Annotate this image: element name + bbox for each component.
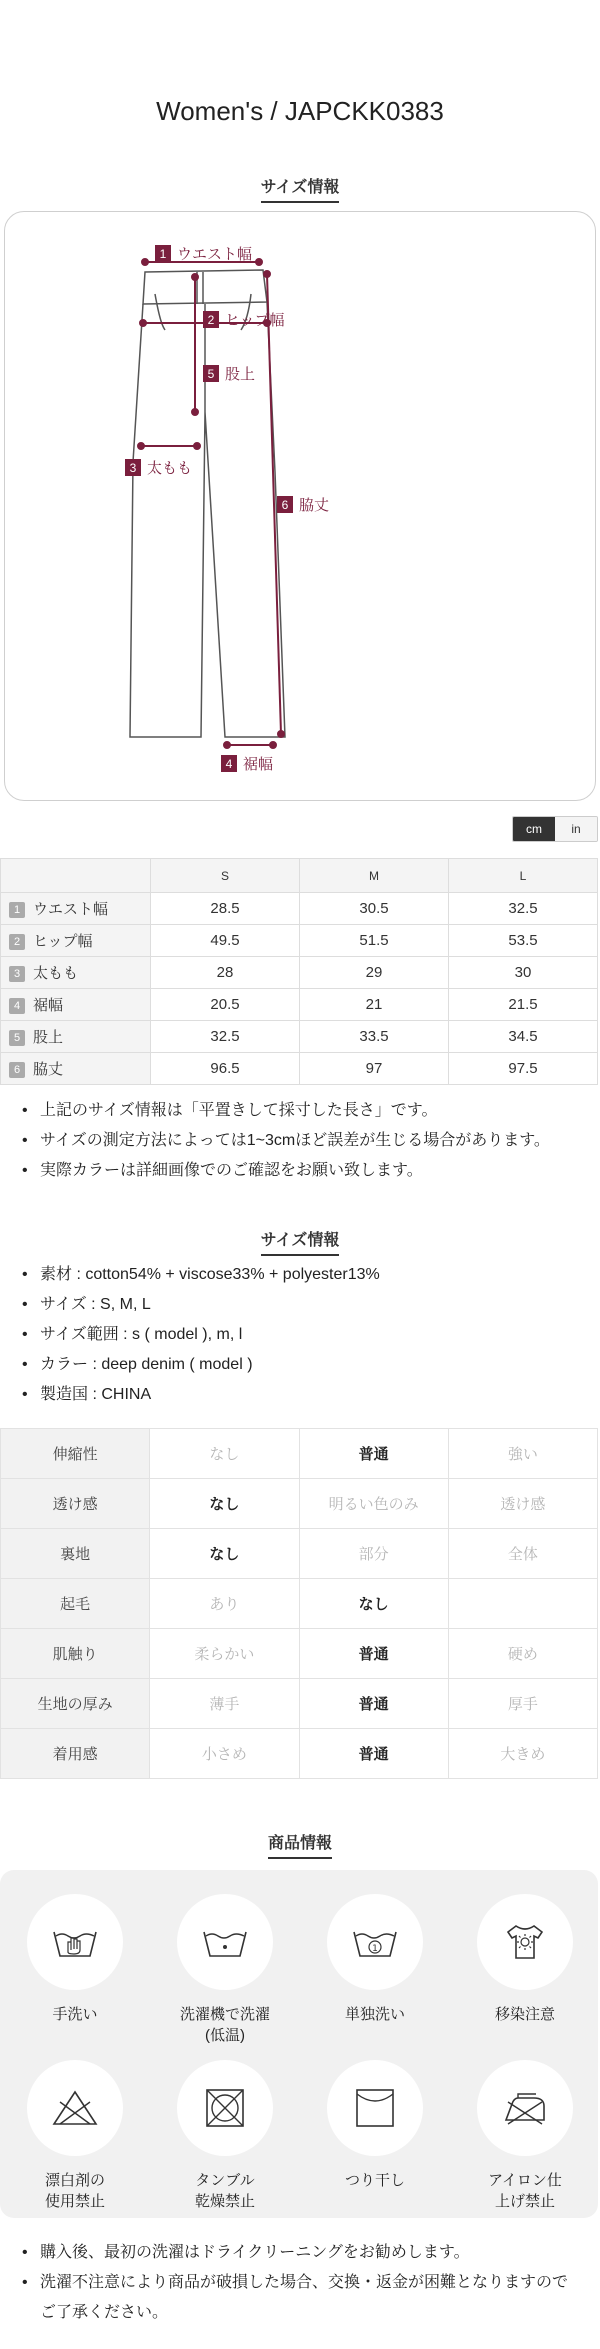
feature-row bbox=[1, 1629, 598, 1679]
product-info-heading-text: 商品情報 bbox=[268, 1830, 332, 1859]
table-cell: 32.5 bbox=[449, 893, 598, 925]
feature-option: なし bbox=[299, 1579, 448, 1629]
care-item-wash-separately bbox=[300, 1894, 450, 2025]
feature-row bbox=[1, 1729, 598, 1779]
features-table bbox=[0, 1428, 598, 1779]
care-panel bbox=[0, 1870, 598, 2218]
feature-label: 肌触り bbox=[1, 1629, 150, 1679]
care-label: 洗濯機で洗濯 (低温) bbox=[179, 2006, 270, 2044]
details-list bbox=[20, 1260, 590, 1410]
feature-option: 普通 bbox=[299, 1429, 448, 1479]
care-item-color-transfer bbox=[450, 1894, 600, 2025]
care-label: 手洗い bbox=[52, 2006, 98, 2023]
feature-option: なし bbox=[150, 1429, 299, 1479]
diagram-label-group bbox=[125, 245, 329, 773]
table-cell: 21 bbox=[300, 989, 449, 1021]
no-bleach-icon bbox=[27, 2060, 123, 2156]
diagram-label-thigh-text: 太もも bbox=[147, 460, 193, 477]
table-row bbox=[1, 989, 598, 1021]
color-transfer-icon bbox=[477, 1894, 573, 1990]
diagram-label-hip bbox=[203, 311, 285, 329]
table-cell: 32.5 bbox=[151, 1021, 300, 1053]
wash-separately-icon bbox=[327, 1894, 423, 1990]
size-table-header bbox=[1, 859, 598, 893]
row-label-text: ウエスト幅 bbox=[33, 901, 109, 918]
feature-option: 強い bbox=[448, 1429, 597, 1479]
row-label bbox=[1, 893, 151, 925]
details-heading-text: サイズ情報 bbox=[261, 1227, 340, 1256]
list-item: • 購入後、最初の洗濯はドライクリーニングをお勧めします。 bbox=[20, 2238, 590, 2268]
row-label bbox=[1, 989, 151, 1021]
diagram-label-outseam bbox=[277, 496, 329, 514]
table-cell: 97.5 bbox=[449, 1053, 598, 1085]
list-item: • カラー : deep denim ( model ) bbox=[20, 1350, 590, 1380]
size-table bbox=[0, 858, 598, 1085]
product-info-heading bbox=[0, 1830, 600, 1859]
feature-row bbox=[1, 1679, 598, 1729]
table-row bbox=[1, 957, 598, 989]
svg-text:1: 1 bbox=[372, 1944, 378, 1954]
care-label: アイロン仕 上げ禁止 bbox=[488, 2172, 562, 2210]
row-num-badge: 1 bbox=[9, 902, 25, 918]
unit-toggle bbox=[512, 816, 598, 842]
feature-row bbox=[1, 1529, 598, 1579]
feature-option: なし bbox=[150, 1479, 299, 1529]
list-item: • 素材 : cotton54% + viscose33% + polyester13% bbox=[20, 1260, 590, 1290]
table-cell: 49.5 bbox=[151, 925, 300, 957]
care-label: つり干し bbox=[344, 2172, 405, 2189]
table-cell: 20.5 bbox=[151, 989, 300, 1021]
list-item: • 製造国 : CHINA bbox=[20, 1380, 590, 1410]
diagram-label-rise-text: 股上 bbox=[225, 366, 256, 383]
feature-option: 大きめ bbox=[448, 1729, 597, 1779]
row-label bbox=[1, 1053, 151, 1085]
pants-diagram-svg bbox=[5, 212, 597, 802]
diagram-label-rise-num: 5 bbox=[207, 367, 215, 381]
care-item-no-iron bbox=[450, 2060, 600, 2212]
list-item: • 上記のサイズ情報は「平置きして採寸した長さ」です。 bbox=[20, 1096, 590, 1126]
table-cell: 30 bbox=[449, 957, 598, 989]
table-cell: 51.5 bbox=[300, 925, 449, 957]
table-cell: 21.5 bbox=[449, 989, 598, 1021]
feature-option: 普通 bbox=[299, 1629, 448, 1679]
row-num-badge: 4 bbox=[9, 998, 25, 1014]
care-item-hang-dry bbox=[300, 2060, 450, 2191]
feature-row bbox=[1, 1479, 598, 1529]
table-cell: 29 bbox=[300, 957, 449, 989]
care-label: 移染注意 bbox=[494, 2006, 555, 2023]
feature-label: 起毛 bbox=[1, 1579, 150, 1629]
list-item: • サイズの測定方法によっては1~3cmほど誤差が生じる場合があります。 bbox=[20, 1126, 590, 1156]
row-label-text: 脇丈 bbox=[33, 1061, 64, 1078]
row-num-badge: 3 bbox=[9, 966, 25, 982]
list-item: • 実際カラーは詳細画像でのご確認をお願い致します。 bbox=[20, 1156, 590, 1186]
row-label bbox=[1, 1021, 151, 1053]
table-cell: 30.5 bbox=[300, 893, 449, 925]
row-label-text: 股上 bbox=[33, 1029, 64, 1046]
care-item-hand-wash bbox=[0, 1894, 150, 2025]
care-item-no-bleach bbox=[0, 2060, 150, 2212]
care-label: タンブル 乾燥禁止 bbox=[194, 2172, 255, 2210]
diagram-label-rise bbox=[203, 365, 255, 383]
feature-row bbox=[1, 1579, 598, 1629]
row-label-text: 裾幅 bbox=[33, 997, 64, 1014]
diagram-label-hip-num: 2 bbox=[207, 313, 215, 327]
no-tumble-dry-icon bbox=[177, 2060, 273, 2156]
care-item-no-tumble-dry bbox=[150, 2060, 300, 2212]
table-cell: 33.5 bbox=[300, 1021, 449, 1053]
feature-option: 柔らかい bbox=[150, 1629, 299, 1679]
feature-option bbox=[448, 1579, 597, 1629]
diagram-label-thigh-num: 3 bbox=[129, 461, 137, 475]
diagram-label-outseam-text: 脇丈 bbox=[299, 497, 330, 514]
feature-option: 薄手 bbox=[150, 1679, 299, 1729]
hang-dry-icon bbox=[327, 2060, 423, 2156]
table-cell: 28.5 bbox=[151, 893, 300, 925]
feature-option: 全体 bbox=[448, 1529, 597, 1579]
feature-option: 部分 bbox=[299, 1529, 448, 1579]
diagram-label-outseam-num: 6 bbox=[281, 498, 289, 512]
feature-option: 厚手 bbox=[448, 1679, 597, 1729]
feature-option: 普通 bbox=[299, 1729, 448, 1779]
list-item: • サイズ : S, M, L bbox=[20, 1290, 590, 1320]
size-col-s: S bbox=[151, 859, 300, 893]
row-label bbox=[1, 957, 151, 989]
diagram-label-hem-num: 4 bbox=[225, 757, 233, 771]
diagram-label-hip-text: ヒップ幅 bbox=[225, 312, 285, 329]
list-item: • サイズ範囲 : s ( model ), m, l bbox=[20, 1320, 590, 1350]
feature-option: 小さめ bbox=[150, 1729, 299, 1779]
row-num-badge: 6 bbox=[9, 1062, 25, 1078]
table-cell: 97 bbox=[300, 1053, 449, 1085]
product-title: Women's / JAPCKK0383 bbox=[156, 96, 444, 126]
feature-option: あり bbox=[150, 1579, 299, 1629]
size-notes-list bbox=[20, 1096, 590, 1186]
table-row bbox=[1, 1053, 598, 1085]
feature-label: 裏地 bbox=[1, 1529, 150, 1579]
list-item: • 洗濯不注意により商品が破損した場合、交換・返金が困難となりますので ご了承ください。 bbox=[20, 2268, 590, 2328]
diagram-label-waist-text: ウエスト幅 bbox=[177, 246, 253, 263]
row-label bbox=[1, 925, 151, 957]
care-item-machine-wash bbox=[150, 1894, 300, 2046]
feature-label: 透け感 bbox=[1, 1479, 150, 1529]
care-label: 漂白剤の 使用禁止 bbox=[44, 2172, 105, 2210]
row-label-text: ヒップ幅 bbox=[33, 933, 93, 950]
size-col-l: L bbox=[449, 859, 598, 893]
feature-option: 硬め bbox=[448, 1629, 597, 1679]
feature-option: 透け感 bbox=[448, 1479, 597, 1529]
care-label: 単独洗い bbox=[344, 2006, 405, 2023]
table-row bbox=[1, 925, 598, 957]
table-row bbox=[1, 893, 598, 925]
diagram-label-waist bbox=[155, 245, 252, 263]
feature-option: なし bbox=[150, 1529, 299, 1579]
diagram-label-waist-num: 1 bbox=[159, 247, 167, 261]
diagram-label-hem-text: 裾幅 bbox=[243, 756, 274, 773]
unit-in-button[interactable]: in bbox=[555, 817, 597, 841]
size-info-heading bbox=[0, 174, 600, 203]
table-cell: 28 bbox=[151, 957, 300, 989]
feature-label: 着用感 bbox=[1, 1729, 150, 1779]
diagram-label-thigh bbox=[125, 459, 192, 477]
row-label-text: 太もも bbox=[33, 965, 79, 982]
row-num-badge: 5 bbox=[9, 1030, 25, 1046]
care-notes-list bbox=[20, 2238, 590, 2328]
feature-label: 生地の厚み bbox=[1, 1679, 150, 1729]
details-heading bbox=[0, 1227, 600, 1256]
size-col-m: M bbox=[300, 859, 449, 893]
no-iron-icon bbox=[477, 2060, 573, 2156]
size-table-corner bbox=[1, 859, 151, 893]
feature-option: 明るい色のみ bbox=[299, 1479, 448, 1529]
size-diagram bbox=[4, 211, 596, 801]
table-cell: 34.5 bbox=[449, 1021, 598, 1053]
feature-label: 伸縮性 bbox=[1, 1429, 150, 1479]
unit-cm-button[interactable]: cm bbox=[513, 817, 555, 841]
table-cell: 96.5 bbox=[151, 1053, 300, 1085]
table-row bbox=[1, 1021, 598, 1053]
feature-row bbox=[1, 1429, 598, 1479]
feature-option: 普通 bbox=[299, 1679, 448, 1729]
machine-wash-icon bbox=[177, 1894, 273, 1990]
row-num-badge: 2 bbox=[9, 934, 25, 950]
size-info-heading-text: サイズ情報 bbox=[261, 174, 340, 203]
pants-outline bbox=[130, 270, 285, 737]
table-cell: 53.5 bbox=[449, 925, 598, 957]
hand-wash-icon bbox=[27, 1894, 123, 1990]
diagram-label-hem bbox=[221, 755, 273, 773]
